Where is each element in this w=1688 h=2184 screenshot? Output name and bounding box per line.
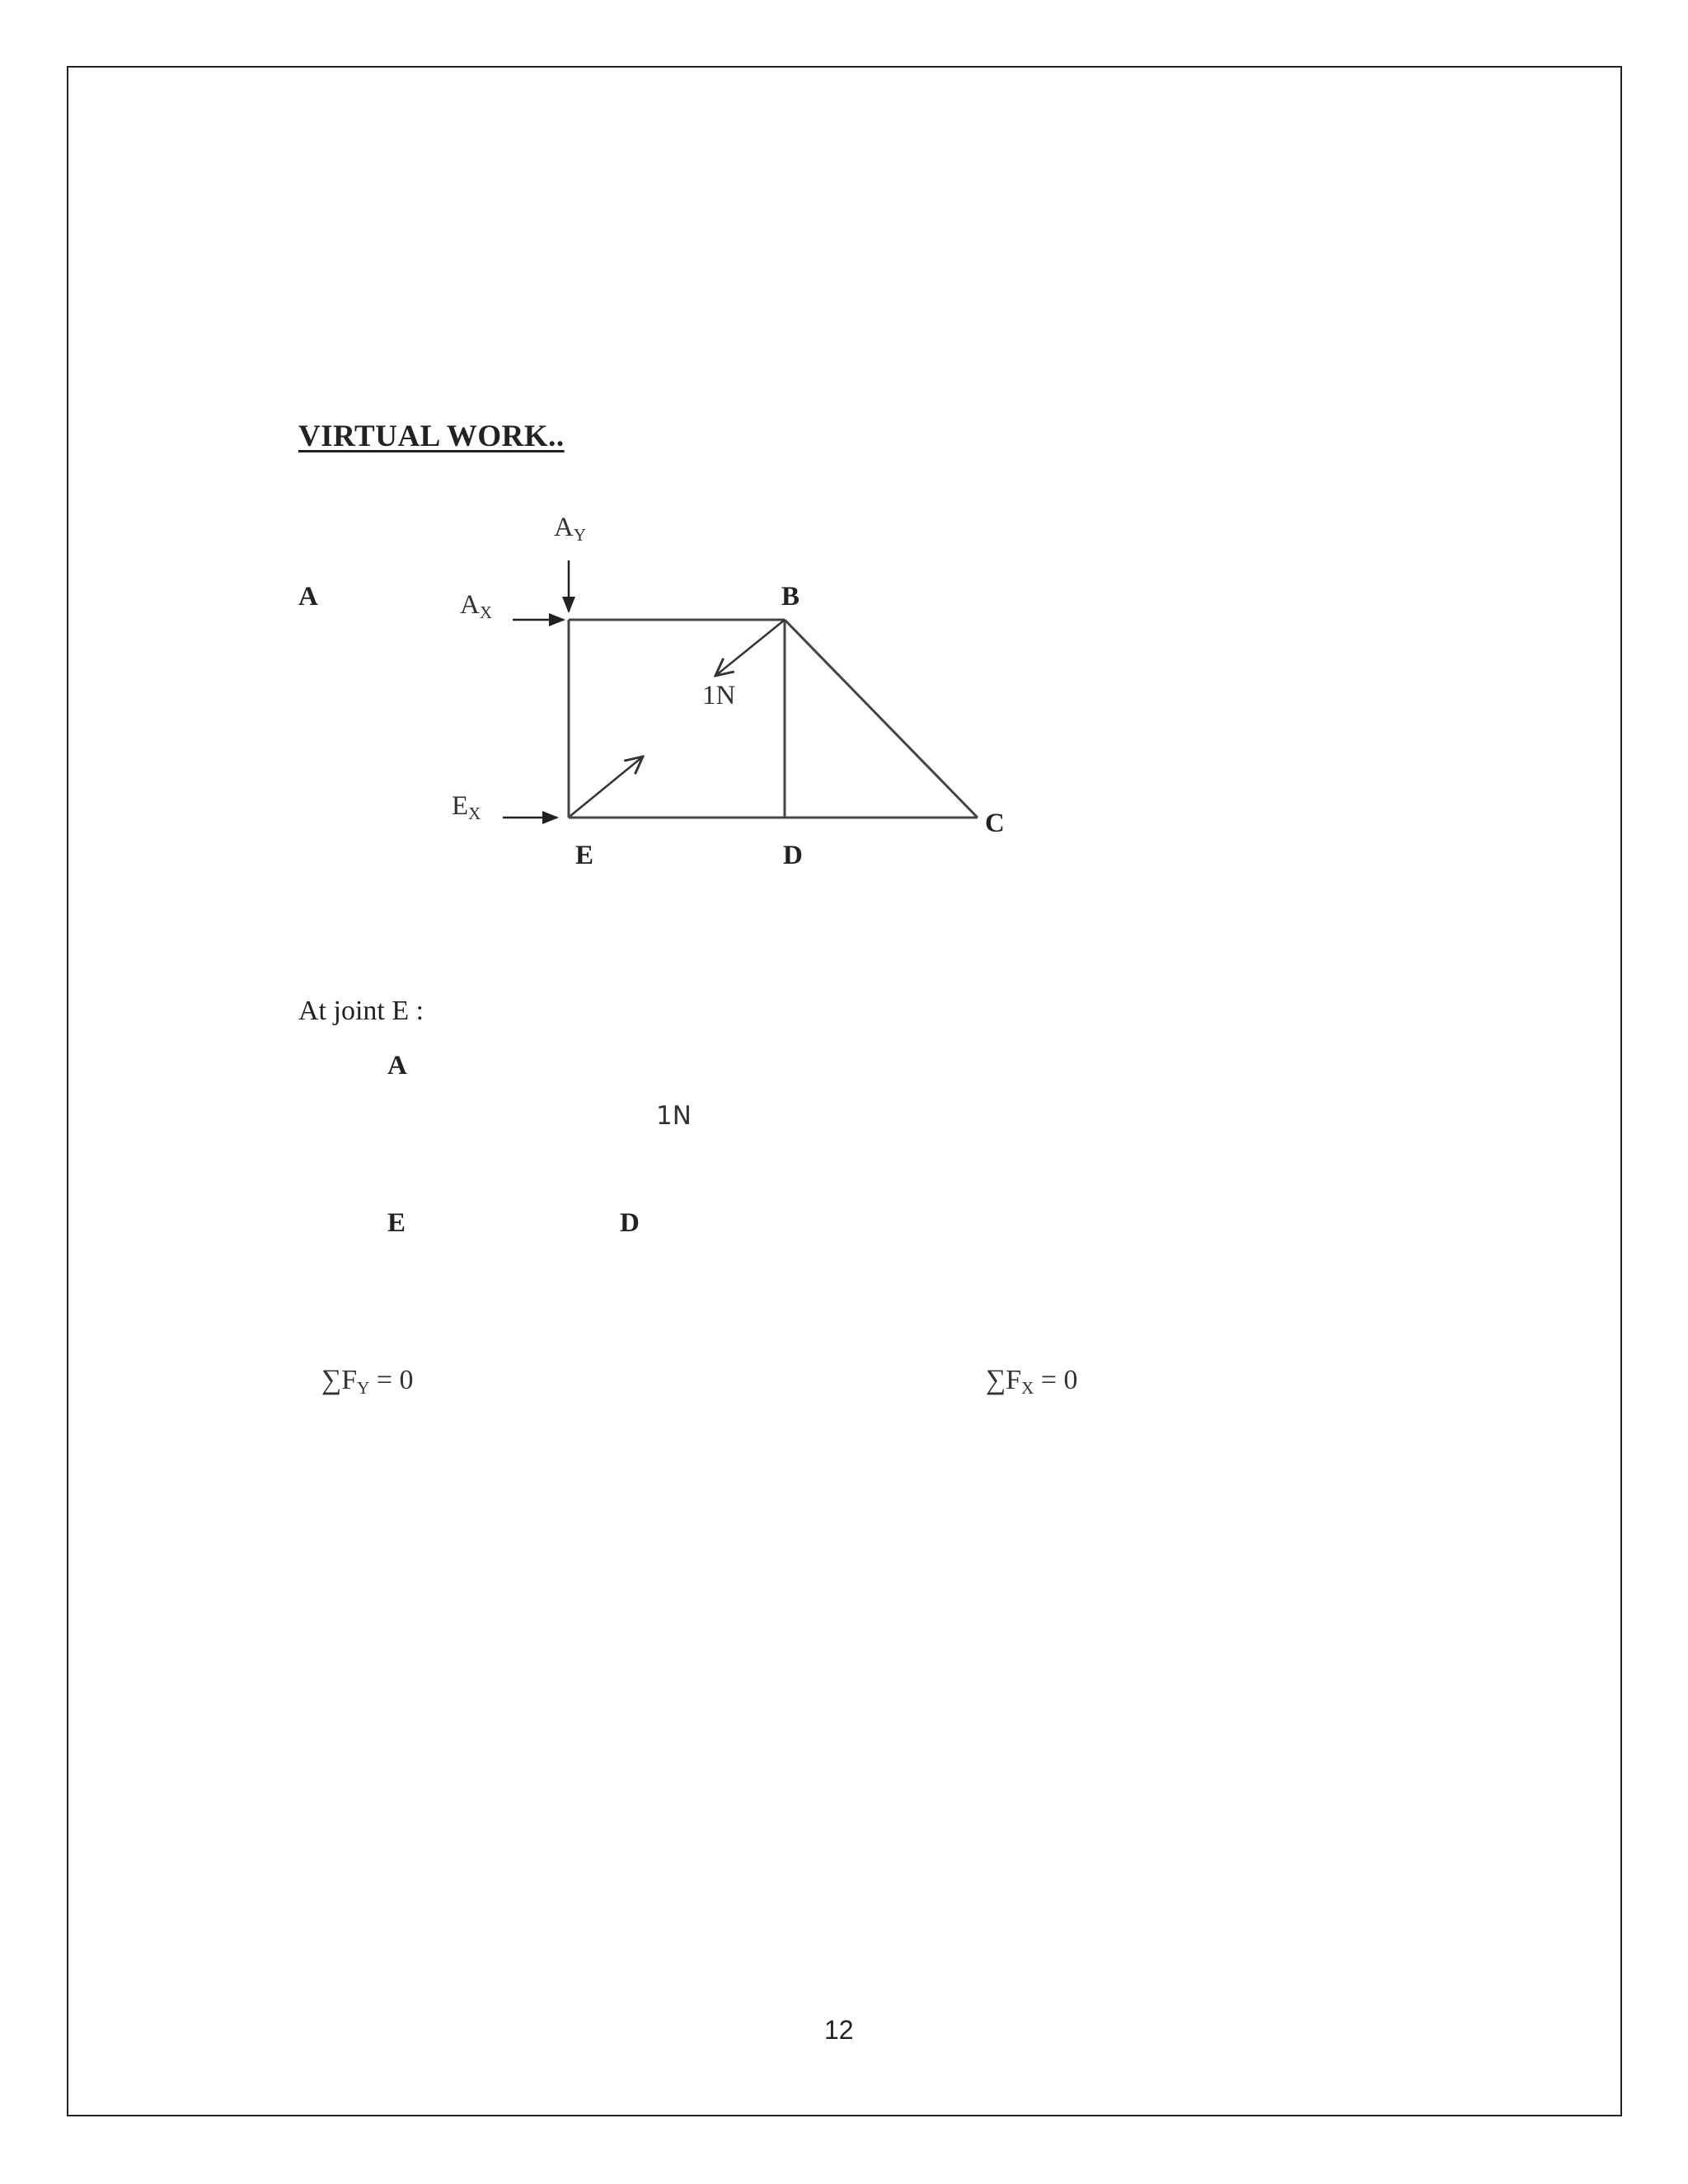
joint-heading: At joint E : [298, 996, 424, 1026]
joint-label-1n: 1N [656, 1101, 692, 1131]
joint-label-d: D [620, 1208, 640, 1238]
member-bc [785, 620, 978, 818]
member-force-arrow-e [570, 757, 643, 816]
node-label-e: E [575, 841, 594, 870]
force-label-ex: $E_X$ [452, 791, 481, 823]
force-label-ax: $A_X$ [460, 590, 493, 622]
joint-label-e: E [387, 1208, 406, 1238]
equation-sum-fy: $\sum F_Y = 0$ [321, 1365, 414, 1398]
section-title: VIRTUAL WORK.. [298, 419, 565, 453]
node-label-b: B [781, 582, 800, 612]
node-label-d: D [783, 841, 803, 870]
node-label-c: C [985, 808, 1005, 838]
unit-load-label: 1N [702, 681, 736, 710]
side-label-a: A [298, 582, 318, 612]
equation-sum-fx: $\sum F_X = 0$ [986, 1365, 1078, 1398]
joint-label-a: A [387, 1051, 407, 1080]
page-number: 12 [824, 2015, 854, 2045]
force-label-ay: $A_Y$ [554, 513, 587, 545]
unit-load-arrow [715, 620, 785, 676]
